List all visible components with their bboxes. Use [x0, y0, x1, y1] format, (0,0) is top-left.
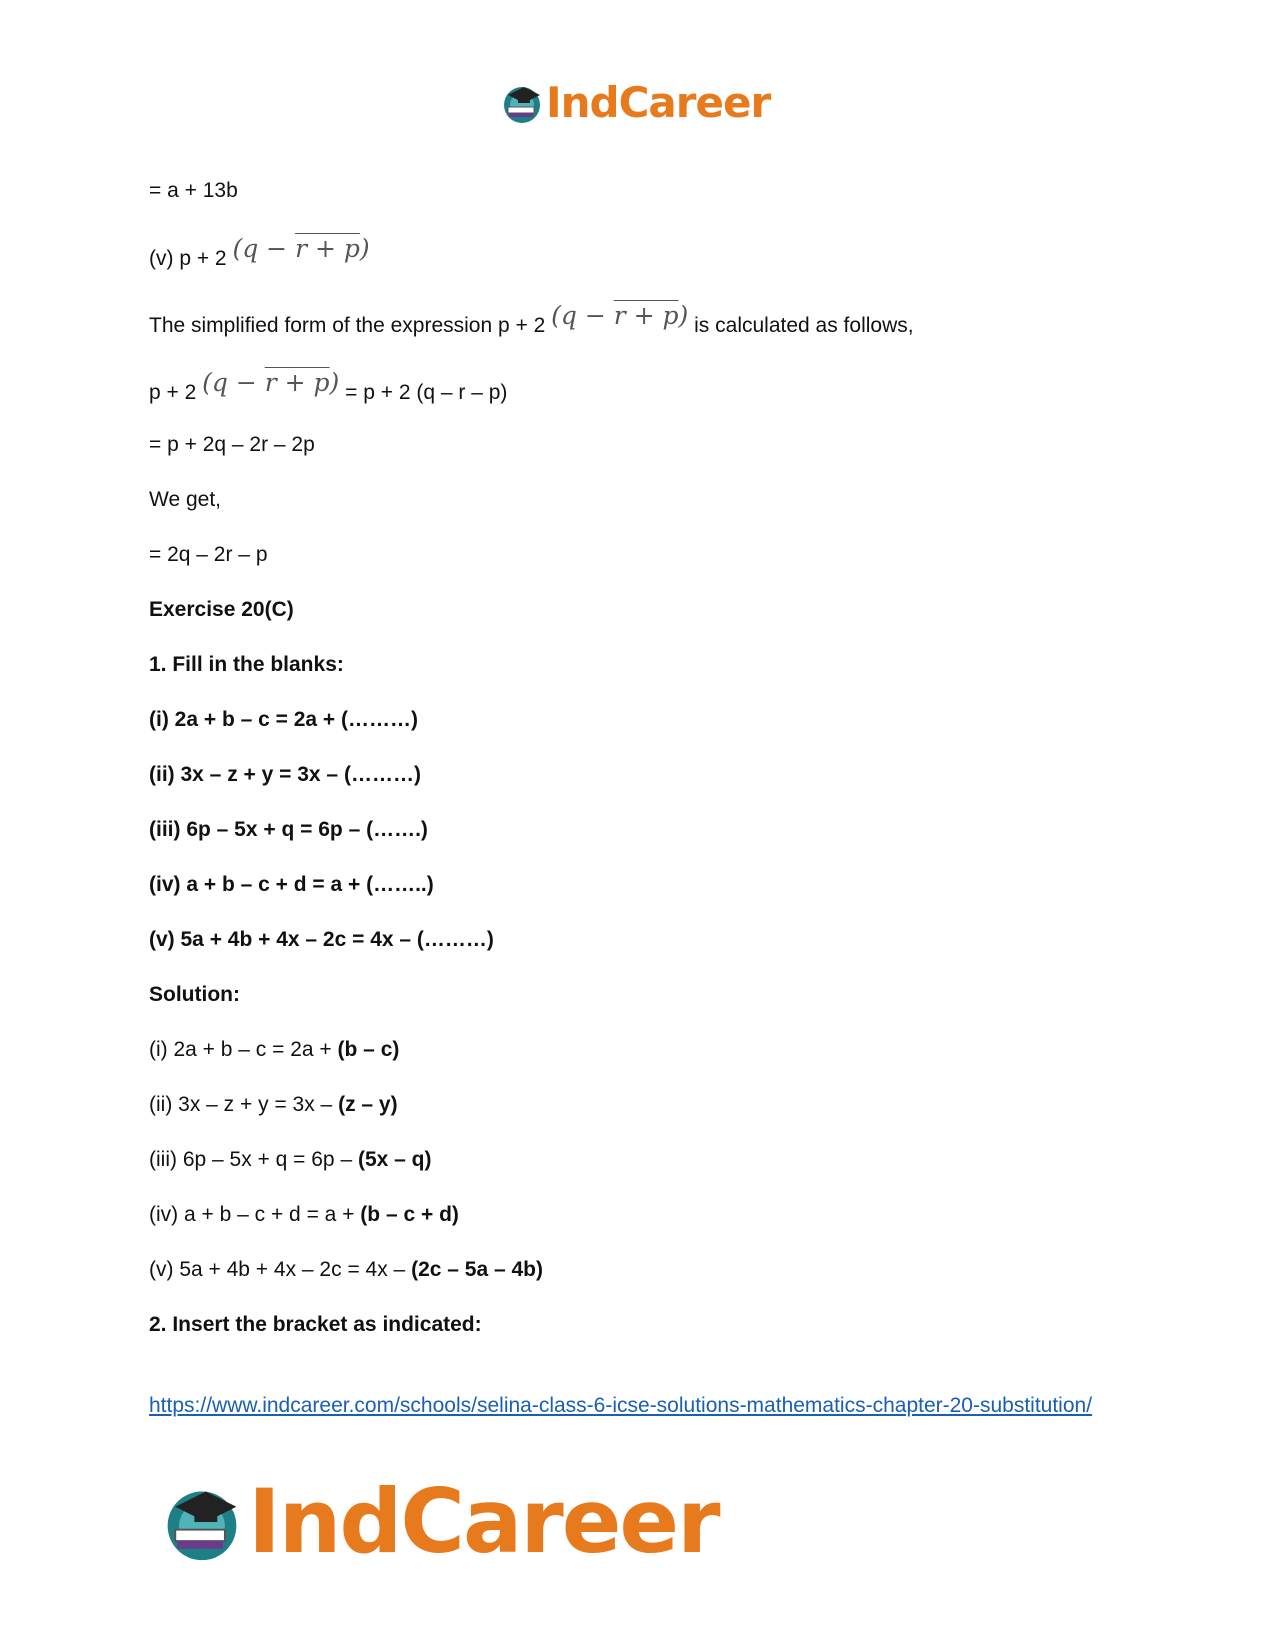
- header-logo: [500, 78, 770, 127]
- footer-logo: [160, 1470, 719, 1573]
- question-heading: 1. Fill in the blanks:: [149, 653, 344, 676]
- logo-wordmark: IndCareer: [546, 78, 771, 127]
- text-line: We get,: [149, 488, 221, 511]
- exercise-heading: Exercise 20(C): [149, 598, 294, 621]
- graduation-cap-globe-icon: [160, 1480, 244, 1564]
- question-item: (i) 2a + b – c = 2a + (………): [149, 708, 419, 731]
- solution-item: (iii) 6p – 5x + q = 6p – (5x – q): [149, 1148, 432, 1171]
- text-line: = p + 2q – 2r – 2p: [149, 433, 315, 456]
- solution-item: (v) 5a + 4b + 4x – 2c = 4x – (2c – 5a – 4b): [149, 1258, 543, 1281]
- question-item: (v) 5a + 4b + 4x – 2c = 4x – (………): [149, 928, 494, 951]
- question-item: (iv) a + b – c + d = a + (……..): [149, 873, 434, 896]
- question-item: (iii) 6p – 5x + q = 6p – (…….): [149, 818, 428, 841]
- text-line: (v) p + 2 (q − r + p): [149, 234, 370, 270]
- math-expression: (q − r + p): [232, 234, 370, 263]
- solution-heading: Solution:: [149, 983, 240, 1006]
- text-line: = 2q – 2r – p: [149, 543, 268, 566]
- logo-wordmark: IndCareer: [248, 1470, 719, 1573]
- question-item: (ii) 3x – z + y = 3x – (………): [149, 763, 421, 786]
- text-line: = a + 13b: [149, 179, 238, 202]
- text-line: The simplified form of the expression p + 2 (q − r + p) is calculated as follows,: [149, 301, 914, 337]
- solution-item: (i) 2a + b – c = 2a + (b – c): [149, 1038, 400, 1061]
- solution-item: (ii) 3x – z + y = 3x – (z – y): [149, 1093, 398, 1116]
- question-heading: 2. Insert the bracket as indicated:: [149, 1313, 482, 1336]
- solution-item: (iv) a + b – c + d = a + (b – c + d): [149, 1203, 459, 1226]
- graduation-cap-globe-icon: [500, 81, 544, 125]
- math-expression: (q − r + p): [202, 368, 340, 397]
- text-line: p + 2 (q − r + p) = p + 2 (q – r – p): [149, 368, 508, 404]
- source-link[interactable]: https://www.indcareer.com/schools/selina-class-6-icse-solutions-mathematics-chapter-20-substitution/: [149, 1394, 1093, 1417]
- math-expression: (q − r + p): [551, 301, 689, 330]
